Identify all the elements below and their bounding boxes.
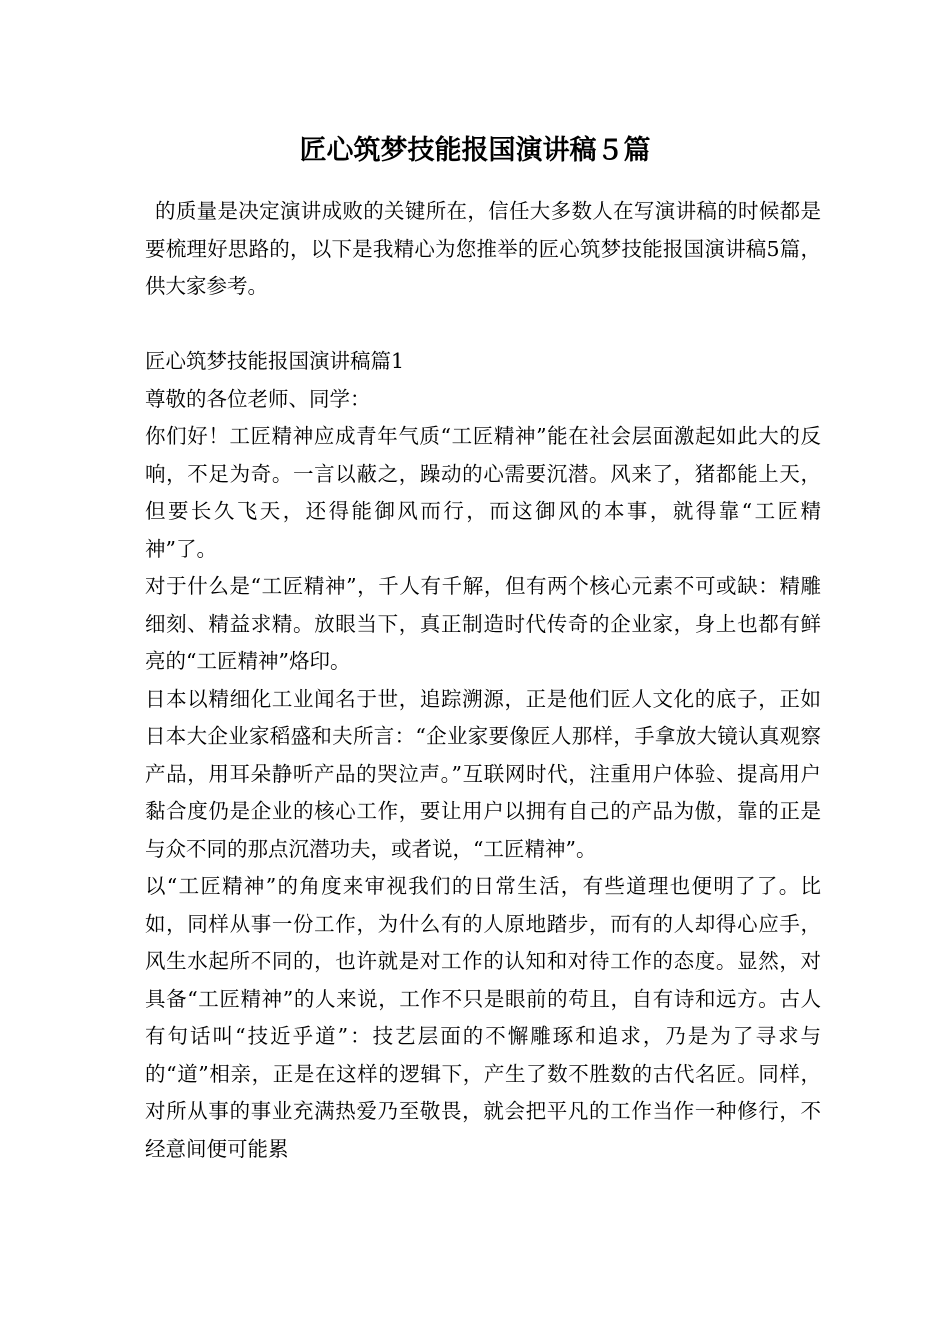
body-paragraph-1: 你们好！工匠精神应成青年气质“工匠精神”能在社会层面激起如此大的反响，不足为奇。一言以蔽之，躁动的心需要沉潜。风来了，猪都能上天，但要长久飞天，还得能御风而行，而这御风的本事，就得靠“工匠精神”了。 (145, 424, 821, 561)
body-paragraph-4: 以“工匠精神”的角度来审视我们的日常生活，有些道理也便明了了。比如，同样从事一份工作，为什么有的人原地踏步，而有的人却得心应手，风生水起所不同的，也许就是对工作的认知和对待工作的态度。显然，对具备“工匠精神”的人来说，工作不只是眼前的苟且，自有诗和远方。古人有句话叫“技近乎道”：技艺层面的不懈雕琢和追求，乃是为了寻求与的“道”相亲，正是在这样的逻辑下，产生了数不胜数的古代名匠。同样，对所从事的事业充满热爱乃至敬畏，就会把平凡的工作当作一种修行，不经意间便可能累 (145, 874, 821, 1161)
section-heading: 匠心筑梦技能报国演讲稿篇1 (145, 349, 405, 373)
intro-paragraph: 的质量是决定演讲成败的关键所在，信任大多数人在写演讲稿的时候都是要梳理好思路的，以下是我精心为您推举的匠心筑梦技能报国演讲稿5篇，供大家参考。 (145, 199, 821, 298)
body-paragraph-2: 对于什么是“工匠精神”，千人有千解，但有两个核心元素不可或缺：精雕细刻、精益求精。放眼当下，真正制造时代传奇的企业家，身上也都有鲜亮的“工匠精神”烙印。 (145, 574, 821, 673)
document-title: 匠心筑梦技能报国演讲稿５篇 (299, 135, 651, 166)
document-body (145, 193, 821, 1168)
body-paragraph-3: 日本以精细化工业闻名于世，追踪溯源，正是他们匠人文化的底子，正如日本大企业家稻盛和夫所言：“企业家要像匠人那样，手拿放大镜认真观察产品，用耳朵静听产品的哭泣声。”互联网时代，注重用户体验、提高用户黏合度仍是企业的核心工作，要让用户以拥有自己的产品为傲，靠的正是与众不同的那点沉潜功夫，或者说，“工匠精神”。 (145, 686, 821, 861)
salutation: 尊敬的各位老师、同学： (145, 386, 371, 411)
